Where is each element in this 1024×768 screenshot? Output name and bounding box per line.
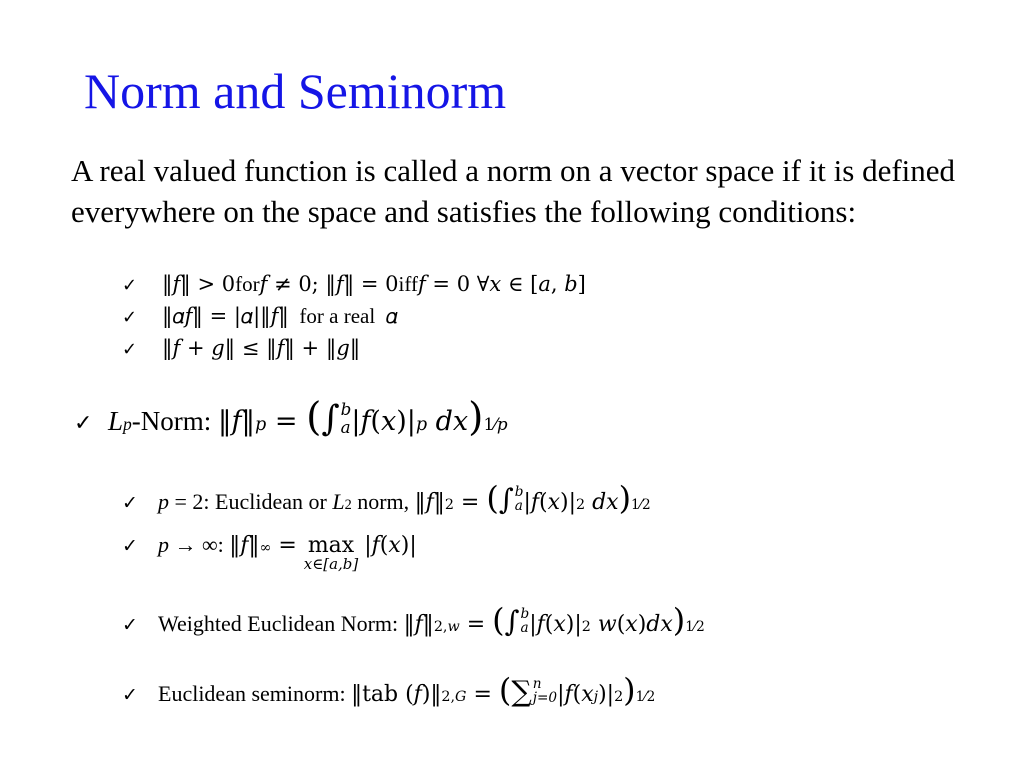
weighted-norm-item: ✓ Weighted Euclidean Norm: ‖𝑓‖ 2,𝑤 = ( ∫ 𝑏 𝑎 |𝑓(𝑥)| 2 𝑤(𝑥)𝑑𝑥 ) 1⁄2 xyxy=(122,601,705,639)
checkmark-icon: ✓ xyxy=(122,307,138,328)
condition-triangle-inequality: ✓ ‖𝑓 + 𝑔‖ ≤ ‖𝑓‖ + ‖𝑔‖ xyxy=(122,336,361,360)
max-operator: max 𝑥∈[𝑎,𝑏] xyxy=(303,533,359,573)
euclidean-norm-item: ✓ p = 2: Euclidean or L 2 norm, ‖𝑓‖ 2 = ( ∫ 𝑏 𝑎 |𝑓(𝑥)| 2 𝑑𝑥 ) 1⁄2 xyxy=(122,479,651,517)
slide-title: Norm and Seminorm xyxy=(84,63,507,119)
lp-norm-item: ✓ L p -Norm: ‖𝑓‖ 𝑝 = ( ∫ 𝑏 𝑎 |𝑓(𝑥)| 𝑝 𝑑𝑥 ) 1⁄𝑝 xyxy=(74,395,508,440)
checkmark-icon: ✓ xyxy=(122,684,138,706)
condition-homogeneity: ✓ ‖𝛼𝑓‖ = |𝛼|‖𝑓‖ for a real 𝛼 xyxy=(122,304,398,328)
infinity-norm-item: ✓ p → ∞: ‖𝑓‖ ∞ = max 𝑥∈[𝑎,𝑏] |𝑓(𝑥)| xyxy=(122,532,417,573)
condition-positivity: ✓ ‖𝑓‖ > 0 for 𝑓 ≠ 0; ‖𝑓‖ = 0 iff 𝑓 = 0 ∀𝑥 ∈ [𝑎, 𝑏] xyxy=(122,272,586,296)
integral: ∫ 𝑏 𝑎 xyxy=(498,482,524,516)
intro-paragraph: A real valued function is called a norm on a vector space if it is defined everywhere on the space and satisfies the following conditions: xyxy=(71,153,956,229)
checkmark-icon: ✓ xyxy=(122,492,138,514)
checkmark-icon: ✓ xyxy=(122,339,138,360)
summation: ∑ 𝑛 𝑗=0 xyxy=(511,674,558,708)
checkmark-icon: ✓ xyxy=(122,535,138,557)
checkmark-icon: ✓ xyxy=(122,614,138,636)
integral: ∫ 𝑏 𝑎 xyxy=(321,398,352,439)
checkmark-icon: ✓ xyxy=(74,411,93,436)
integral: ∫ 𝑏 𝑎 xyxy=(504,604,530,638)
checkmark-icon: ✓ xyxy=(122,275,138,296)
seminorm-item: ✓ Euclidean seminorm: ‖tab (𝑓)‖ 2,𝐺 = ( ∑ 𝑛 𝑗=0 |𝑓(𝑥 𝑗 )| 2 ) 1⁄2 xyxy=(122,671,656,709)
